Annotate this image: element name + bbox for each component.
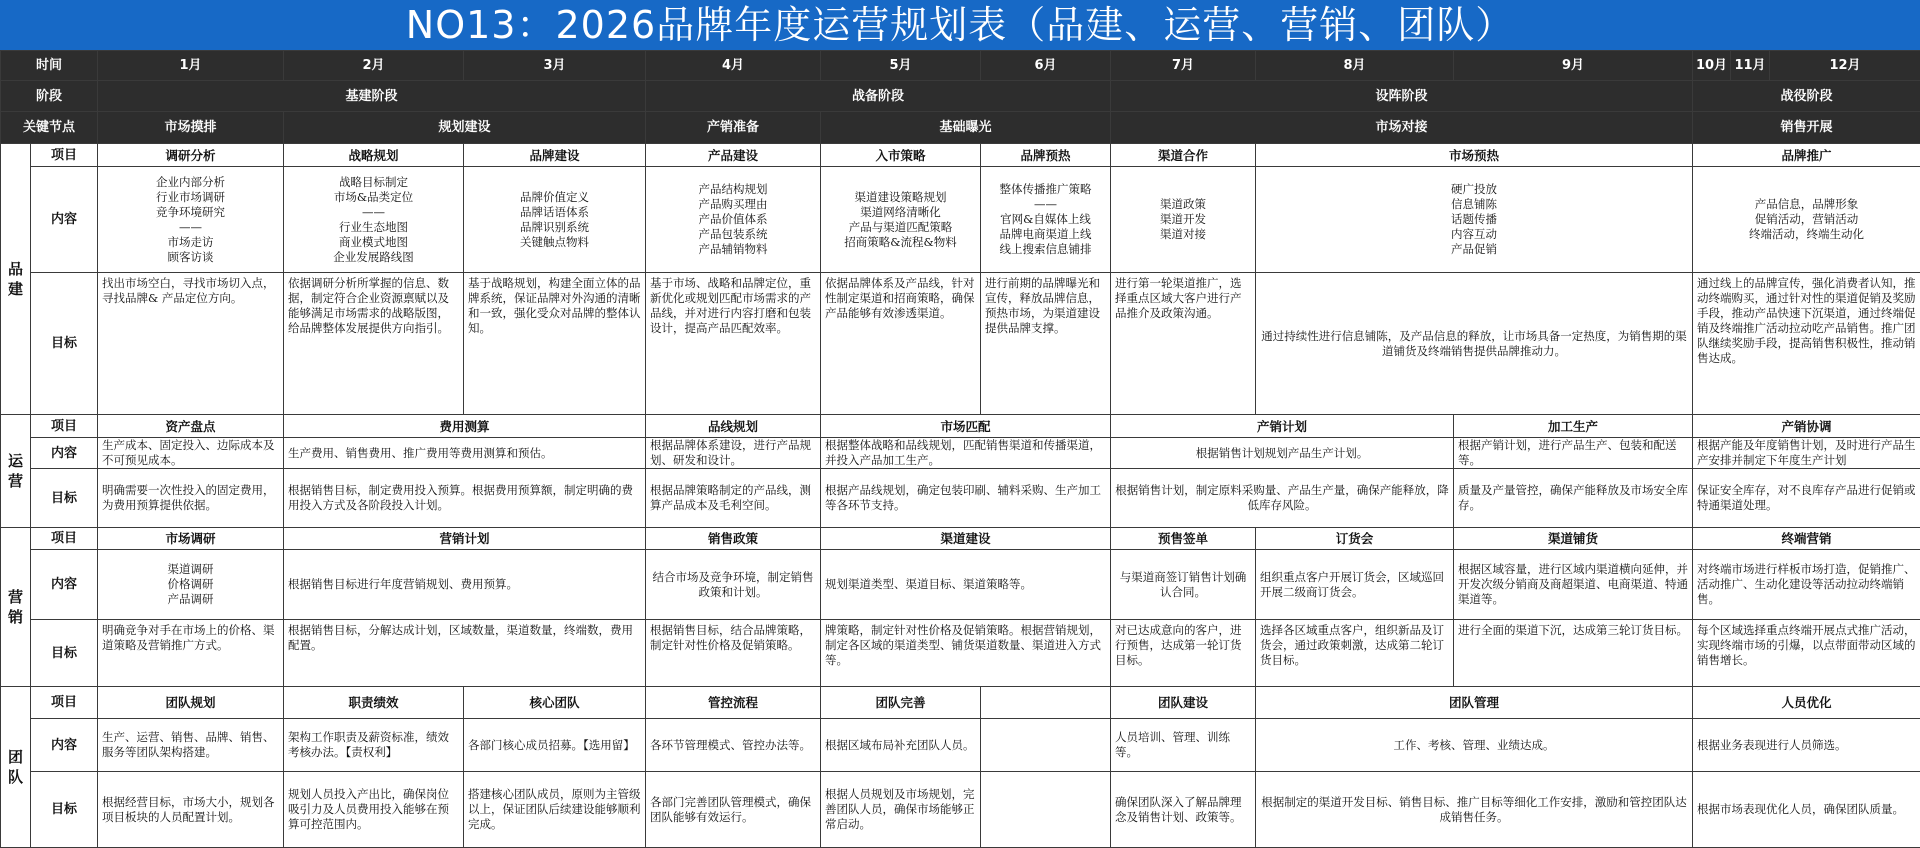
brand-goal-4: 基于市场、战略和品牌定位，重新优化或规划匹配市场需求的产品线，并对进行内容打磨和包装设计，提高产品匹配效率。	[645, 272, 821, 415]
ops-goal-5: 根据销售计划，制定原料采购量、产品生产量，确保产能释放，降低库存风险。	[1110, 468, 1454, 528]
mkt-content-7: 根据区域容量，进行区域内渠道横向延伸，并开发次级分销商及商超渠道、电商渠道、特通渠道等。	[1453, 549, 1693, 620]
ops-item-7: 产销协调	[1692, 414, 1920, 438]
node-2: 规划建设	[283, 111, 646, 144]
brand-item-9: 品牌推广	[1692, 143, 1920, 167]
node-3: 产销准备	[645, 111, 821, 144]
ops-content-6: 根据产销计划，进行产品生产、包装和配送等。	[1453, 437, 1693, 469]
brand-goal-9: 通过线上的品牌宣传，强化消费者认知，推动终端购买，通过针对性的渠道促销及奖励手段，推动产品快速下沉渠道，通过终端促销及终端推广活动拉动吃产品销售。推广团队继续奖励手段，提高销售积极性，推动销售达成。	[1692, 272, 1920, 415]
team-content-6	[980, 718, 1111, 772]
brand-goal-7: 进行第一轮渠道推广，选择重点区域大客户进行产品推介及政策沟通。	[1110, 272, 1256, 415]
team-item-1: 团队规划	[97, 686, 284, 719]
mkt-goal-2: 根据销售目标，分解达成计划，区域数量，渠道数量，终端数，费用配置。	[283, 619, 646, 687]
ops-goal-7: 保证安全库存，对不良库存产品进行促销或特通渠道处理。	[1692, 468, 1920, 528]
team-item-5: 团队完善	[820, 686, 981, 719]
brand-content-7: 渠道政策 渠道开发 渠道对接	[1110, 166, 1256, 273]
mkt-item-8: 终端营销	[1692, 527, 1920, 550]
brand-content-3: 品牌价值定义 品牌话语体系 品牌识别系统 关键触点物料	[463, 166, 646, 273]
team-content-4: 各环节管理模式、管控办法等。	[645, 718, 821, 772]
brand-row-label-item: 项目	[30, 143, 98, 167]
ops-item-4: 市场匹配	[820, 414, 1111, 438]
mkt-row-label-goal: 目标	[30, 619, 98, 687]
mkt-item-2: 营销计划	[283, 527, 646, 550]
node-5: 市场对接	[1110, 111, 1693, 144]
brand-item-6: 品牌预热	[980, 143, 1111, 167]
stage-1: 基建阶段	[97, 80, 646, 112]
team-content-2: 架构工作职责及薪资标准，绩效考核办法。【责权利】	[283, 718, 464, 772]
team-goal-9: 根据市场表现优化人员，确保团队质量。	[1692, 771, 1920, 848]
brand-item-2: 战略规划	[283, 143, 464, 167]
brand-goal-1: 找出市场空白，寻找市场切入点，寻找品牌& 产品定位方向。	[97, 272, 284, 415]
month-9: 9月	[1453, 50, 1693, 81]
node-4: 基础曝光	[820, 111, 1111, 144]
brand-content-9: 产品信息，品牌形象 促销活动，营销活动 终端活动，终端生动化	[1692, 166, 1920, 273]
ops-goal-2: 根据销售目标，制定费用投入预算。根据费用预算额，制定明确的费用投入方式及各阶段投入计划。	[283, 468, 646, 528]
mkt-content-5: 与渠道商签订销售计划确认合同。	[1110, 549, 1256, 620]
brand-item-4: 产品建设	[645, 143, 821, 167]
team-section-label: 团 队	[0, 686, 31, 848]
mkt-content-6: 组织重点客户开展订货会，区域巡回开展二级商订货会。	[1255, 549, 1454, 620]
ops-content-4: 根据整体战略和品线规划，匹配销售渠道和传播渠道，并投入产品加工生产。	[820, 437, 1111, 469]
team-goal-7: 确保团队深入了解品牌理念及销售计划、政策等。	[1110, 771, 1256, 848]
mkt-content-3: 结合市场及竞争环境，制定销售政策和计划。	[645, 549, 821, 620]
month-12: 12月	[1769, 50, 1920, 81]
mkt-row-label-content: 内容	[30, 549, 98, 620]
mkt-item-5: 预售签单	[1110, 527, 1256, 550]
brand-goal-5: 依据品牌体系及产品线，针对性制定渠道和招商策略，确保产品能够有效渗透渠道。	[820, 272, 981, 415]
mkt-goal-6: 选择各区域重点客户，组织新品及订货会，通过政策刺激，达成第二轮订货目标。	[1255, 619, 1454, 687]
header-label-time: 时间	[0, 50, 98, 81]
month-10: 10月	[1692, 50, 1731, 81]
ops-item-2: 费用测算	[283, 414, 646, 438]
team-content-8: 工作、考核、管理、业绩达成。	[1255, 718, 1693, 772]
ops-row-label-content: 内容	[30, 437, 98, 469]
ops-goal-6: 质量及产量管控，确保产能释放及市场安全库存。	[1453, 468, 1693, 528]
team-row-label-goal: 目标	[30, 771, 98, 848]
brand-goal-3: 基于战略规划，构建全面立体的品牌系统，保证品牌对外沟通的清晰和一致，强化受众对品牌的整体认知。	[463, 272, 646, 415]
brand-item-1: 调研分析	[97, 143, 284, 167]
team-item-6	[980, 686, 1111, 719]
header-label-stage: 阶段	[0, 80, 98, 112]
month-3: 3月	[463, 50, 646, 81]
brand-row-label-content: 内容	[30, 166, 98, 273]
ops-content-2: 生产费用、销售费用、推广费用等费用测算和预估。	[283, 437, 646, 469]
team-row-label-item: 项目	[30, 686, 98, 719]
month-5: 5月	[820, 50, 981, 81]
mkt-section-label: 营 销	[0, 527, 31, 687]
ops-row-label-item: 项目	[30, 414, 98, 438]
ops-item-5: 产销计划	[1110, 414, 1454, 438]
ops-item-1: 资产盘点	[97, 414, 284, 438]
brand-goal-6: 进行前期的品牌曝光和宣传，释放品牌信息，预热市场，为渠道建设提供品牌支撑。	[980, 272, 1111, 415]
brand-content-8: 硬广投放 信息铺陈 话题传播 内容互动 产品促销	[1255, 166, 1693, 273]
team-item-3: 核心团队	[463, 686, 646, 719]
stage-4: 战役阶段	[1692, 80, 1920, 112]
ops-content-3: 根据品牌体系建设，进行产品规划、研发和设计。	[645, 437, 821, 469]
brand-content-1: 企业内部分析 行业市场调研 竞争环境研究 —— 市场走访 顾客访谈	[97, 166, 284, 273]
ops-content-5: 根据销售计划规划产品生产计划。	[1110, 437, 1454, 469]
team-goal-1: 根据经营目标，市场大小，规划各项目板块的人员配置计划。	[97, 771, 284, 848]
month-11: 11月	[1730, 50, 1770, 81]
mkt-content-4: 规划渠道类型、渠道目标、渠道策略等。	[820, 549, 1111, 620]
node-1: 市场摸排	[97, 111, 284, 144]
ops-goal-3: 根据品牌策略制定的产品线，测算产品成本及毛利空间。	[645, 468, 821, 528]
ops-content-7: 根据产能及年度销售计划，及时进行产品生产安排并制定下年度生产计划	[1692, 437, 1920, 469]
team-content-7: 人员培训、管理、训练等。	[1110, 718, 1256, 772]
mkt-goal-7: 进行全面的渠道下沉，达成第三轮订货目标。	[1453, 619, 1693, 687]
month-6: 6月	[980, 50, 1111, 81]
brand-item-8: 市场预热	[1255, 143, 1693, 167]
mkt-goal-4: 牌策略，制定针对性价格及促销策略。根据营销规划，制定各区域的渠道类型、铺货渠道数量、渠道进入方式等。	[820, 619, 1111, 687]
ops-goal-4: 根据产品线规划，确定包装印刷、辅料采购、生产加工等各环节支持。	[820, 468, 1111, 528]
team-goal-8: 根据制定的渠道开发目标、销售目标、推广目标等细化工作安排，激励和管控团队达成销售任务。	[1255, 771, 1693, 848]
brand-content-5: 渠道建设策略规划 渠道网络清晰化 产品与渠道匹配策略 招商策略&流程&物料	[820, 166, 981, 273]
team-item-4: 管控流程	[645, 686, 821, 719]
brand-section-label: 品 建	[0, 143, 31, 415]
ops-goal-1: 明确需要一次性投入的固定费用，为费用预算提供依据。	[97, 468, 284, 528]
mkt-content-8: 对终端市场进行样板市场打造，促销推广、活动推广、生动化建设等活动拉动终端销售。	[1692, 549, 1920, 620]
mkt-item-1: 市场调研	[97, 527, 284, 550]
month-7: 7月	[1110, 50, 1256, 81]
header-label-node: 关键节点	[0, 111, 98, 144]
mkt-goal-8: 每个区域选择重点终端开展点式推广活动，实现终端市场的引爆，以点带面带动区域的销售增长。	[1692, 619, 1920, 687]
ops-item-6: 加工生产	[1453, 414, 1693, 438]
brand-goal-8: 通过持续性进行信息铺陈，及产品信息的释放，让市场具备一定热度，为销售期的渠道铺货及终端销售提供品牌推动力。	[1255, 272, 1693, 415]
team-goal-2: 规划人员投入产出比，确保岗位吸引力及人员费用投入能够在预算可控范围内。	[283, 771, 464, 848]
mkt-row-label-item: 项目	[30, 527, 98, 550]
brand-content-4: 产品结构规划 产品购买理由 产品价值体系 产品包装系统 产品辅销物料	[645, 166, 821, 273]
mkt-content-1: 渠道调研 价格调研 产品调研	[97, 549, 284, 620]
month-1: 1月	[97, 50, 284, 81]
ops-row-label-goal: 目标	[30, 468, 98, 528]
team-item-9: 人员优化	[1692, 686, 1920, 719]
brand-item-3: 品牌建设	[463, 143, 646, 167]
mkt-content-2: 根据销售目标进行年度营销规划、费用预算。	[283, 549, 646, 620]
stage-2: 战备阶段	[645, 80, 1111, 112]
month-4: 4月	[645, 50, 821, 81]
team-content-3: 各部门核心成员招募。【选用留】	[463, 718, 646, 772]
team-item-7: 团队建设	[1110, 686, 1256, 719]
node-6: 销售开展	[1692, 111, 1920, 144]
mkt-item-6: 订货会	[1255, 527, 1454, 550]
mkt-item-7: 渠道铺货	[1453, 527, 1693, 550]
mkt-item-4: 渠道建设	[820, 527, 1111, 550]
brand-content-2: 战略目标制定 市场&品类定位 —— 行业生态地图 商业模式地图 企业发展路线图	[283, 166, 464, 273]
team-goal-6	[980, 771, 1111, 848]
mkt-goal-1: 明确竞争对手在市场上的价格、渠道策略及营销推广方式。	[97, 619, 284, 687]
brand-row-label-goal: 目标	[30, 272, 98, 415]
team-item-8: 团队管理	[1255, 686, 1693, 719]
month-2: 2月	[283, 50, 464, 81]
brand-content-6: 整体传播推广策略 —— 官网&自媒体上线 品牌电商渠道上线 线上搜索信息铺排	[980, 166, 1111, 273]
mkt-item-3: 销售政策	[645, 527, 821, 550]
team-row-label-content: 内容	[30, 718, 98, 772]
brand-item-7: 渠道合作	[1110, 143, 1256, 167]
team-content-1: 生产、运营、销售、品牌、销售、服务等团队架构搭建。	[97, 718, 284, 772]
stage-3: 设阵阶段	[1110, 80, 1693, 112]
team-goal-5: 根据人员规划及市场规划，完善团队人员，确保市场能够正常启动。	[820, 771, 981, 848]
brand-item-5: 入市策略	[820, 143, 981, 167]
ops-item-3: 品线规划	[645, 414, 821, 438]
ops-content-1: 生产成本、固定投入、边际成本及不可预见成本。	[97, 437, 284, 469]
team-item-2: 职责绩效	[283, 686, 464, 719]
team-content-9: 根据业务表现进行人员筛选。	[1692, 718, 1920, 772]
team-content-5: 根据区域布局补充团队人员。	[820, 718, 981, 772]
brand-goal-2: 依据调研分析所掌握的信息、数据，制定符合企业资源禀赋以及能够满足市场需求的战略版图，给品牌整体发展提供方向指引。	[283, 272, 464, 415]
sheet-title: NO13：2026品牌年度运营规划表（品建、运营、营销、团队）	[0, 0, 1920, 50]
mkt-goal-3: 根据销售目标，结合品牌策略，制定针对性价格及促销策略。	[645, 619, 821, 687]
mkt-goal-5: 对已达成意向的客户，进行预售，达成第一轮订货目标。	[1110, 619, 1256, 687]
month-8: 8月	[1255, 50, 1454, 81]
ops-section-label: 运 营	[0, 414, 31, 528]
team-goal-3: 搭建核心团队成员，原则为主管级以上，保证团队后续建设能够顺利完成。	[463, 771, 646, 848]
team-goal-4: 各部门完善团队管理模式，确保团队能够有效运行。	[645, 771, 821, 848]
